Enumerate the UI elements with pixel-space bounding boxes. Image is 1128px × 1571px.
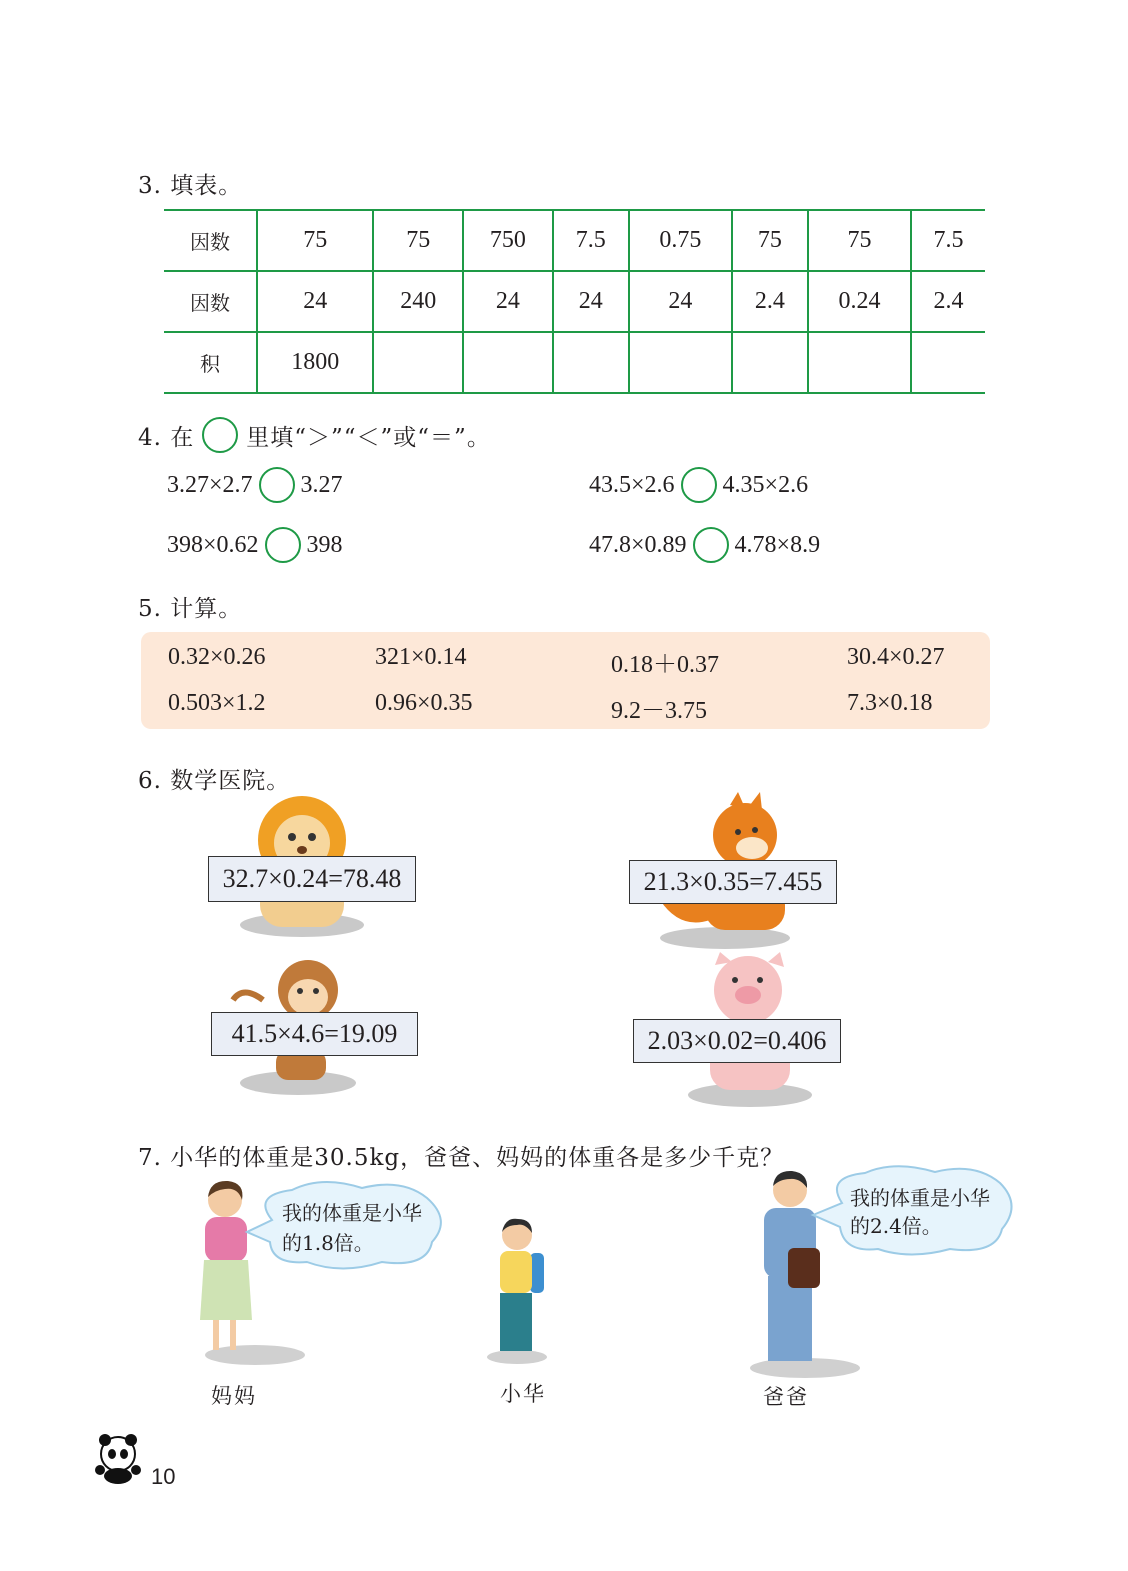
kid-label: 小华 — [500, 1382, 546, 1406]
table-cell: 7.5 — [911, 210, 985, 271]
answer-circle[interactable] — [259, 467, 295, 503]
mom-bubble-line2: 的1.8倍。 — [282, 1231, 374, 1255]
table-cell: 75 — [257, 210, 373, 271]
answer-cell[interactable] — [373, 332, 463, 393]
table-row — [164, 210, 985, 271]
compare-left: 43.5×2.6 — [589, 471, 675, 498]
compare-item — [589, 467, 808, 503]
table-cell: 24 — [257, 271, 373, 332]
fill-table — [164, 209, 985, 394]
table-cell: 24 — [463, 271, 553, 332]
q4-title-end: 里填“＞”“＜”或“＝”。 — [246, 424, 491, 451]
page-number: 10 — [151, 1464, 176, 1489]
answer-cell[interactable] — [732, 332, 808, 393]
compare-right: 3.27 — [300, 471, 343, 498]
table-cell: 0.75 — [629, 210, 732, 271]
compare-item — [589, 527, 820, 563]
answer-cell[interactable] — [911, 332, 985, 393]
table-row — [164, 332, 985, 393]
calc-item: 0.503×1.2 — [168, 690, 266, 716]
table-cell: 75 — [732, 210, 808, 271]
panda-icon — [92, 1432, 148, 1486]
table-cell: 1800 — [257, 332, 373, 393]
row-label: 因数 — [190, 291, 230, 315]
answer-cell[interactable] — [808, 332, 911, 393]
q4-title-start: 4. 在 — [138, 424, 195, 451]
compare-left: 398×0.62 — [167, 531, 259, 558]
compare-left: 3.27×2.7 — [167, 471, 253, 498]
q4-title — [138, 417, 491, 453]
mom-label: 妈妈 — [211, 1384, 257, 1408]
dad-label: 爸爸 — [763, 1385, 809, 1409]
equation-sign: 41.5×4.6=19.09 — [211, 1012, 418, 1056]
table-cell: 750 — [463, 210, 553, 271]
answer-circle[interactable] — [681, 467, 717, 503]
answer-cell[interactable] — [553, 332, 629, 393]
calc-item: 7.3×0.18 — [847, 690, 933, 716]
row-label: 因数 — [190, 230, 230, 254]
q6-title: 6. 数学医院。 — [138, 768, 291, 794]
kid-illustration — [485, 1215, 555, 1365]
mom-bubble-line1: 我的体重是小华 — [282, 1201, 422, 1225]
table-row — [164, 271, 985, 332]
calc-item: 321×0.14 — [375, 644, 467, 670]
q5-title: 5. 计算。 — [138, 596, 243, 622]
calc-item: 30.4×0.27 — [847, 644, 945, 670]
table-cell: 75 — [808, 210, 911, 271]
compare-item — [167, 467, 343, 503]
answer-circle[interactable] — [265, 527, 301, 563]
dad-bubble-line2: 的2.4倍。 — [850, 1214, 942, 1238]
table-cell: 24 — [629, 271, 732, 332]
equation-sign: 21.3×0.35=7.455 — [629, 860, 837, 904]
answer-cell[interactable] — [629, 332, 732, 393]
table-cell: 2.4 — [911, 271, 985, 332]
calc-item: 9.2－3.75 — [611, 698, 707, 724]
answer-cell[interactable] — [463, 332, 553, 393]
q3-title: 3. 填表。 — [138, 173, 243, 199]
calc-item: 0.18＋0.37 — [611, 652, 719, 678]
equation-sign: 2.03×0.02=0.406 — [633, 1019, 841, 1063]
answer-circle[interactable] — [693, 527, 729, 563]
table-cell: 75 — [373, 210, 463, 271]
table-cell: 0.24 — [808, 271, 911, 332]
compare-item — [167, 527, 343, 563]
table-cell: 24 — [553, 271, 629, 332]
compare-left: 47.8×0.89 — [589, 531, 687, 558]
q7-title: 7. 小华的体重是30.5kg，爸爸、妈妈的体重各是多少千克？ — [138, 1145, 785, 1171]
compare-right: 398 — [306, 531, 343, 558]
compare-right: 4.78×8.9 — [734, 531, 821, 558]
circle-icon — [202, 417, 238, 453]
equation-sign: 32.7×0.24=78.48 — [208, 856, 416, 902]
calc-item: 0.32×0.26 — [168, 644, 266, 670]
table-cell: 7.5 — [553, 210, 629, 271]
row-label: 积 — [200, 352, 220, 376]
table-cell: 2.4 — [732, 271, 808, 332]
compare-right: 4.35×2.6 — [722, 471, 809, 498]
table-cell: 240 — [373, 271, 463, 332]
dad-bubble-line1: 我的体重是小华 — [850, 1186, 990, 1210]
calc-item: 0.96×0.35 — [375, 690, 473, 716]
